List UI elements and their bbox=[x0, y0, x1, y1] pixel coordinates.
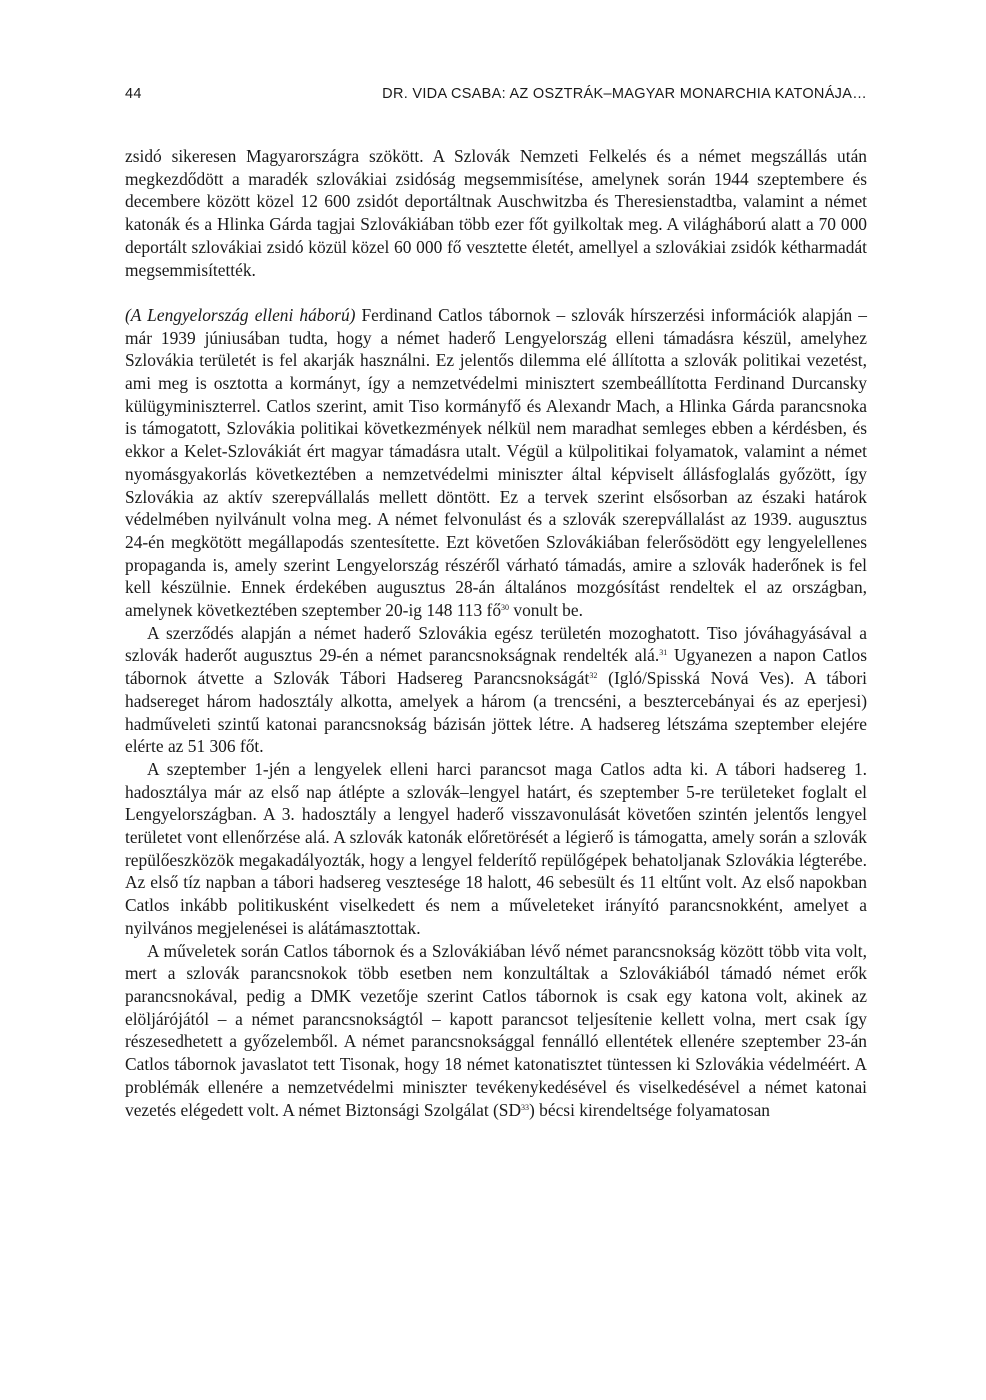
page-header bbox=[125, 86, 867, 108]
footnote-ref: 31 bbox=[659, 648, 668, 658]
page-number: 44 bbox=[125, 86, 142, 102]
paragraph bbox=[125, 758, 867, 940]
paragraph-section-start bbox=[125, 304, 867, 622]
paragraph bbox=[125, 940, 867, 1122]
footnote-ref: 30 bbox=[501, 603, 510, 613]
paragraph bbox=[125, 145, 867, 281]
paragraph-text-after: vonult be. bbox=[509, 600, 583, 621]
body-text bbox=[125, 145, 867, 1121]
running-title: DR. VIDA CSABA: AZ OSZTRÁK–MAGYAR MONARCHIA KATONÁJA… bbox=[382, 86, 867, 102]
paragraph-text: Ferdinand Catlos tábornok – szlovák hírszerzési információk alapján – már 1939 júniusában tudta, hogy a német haderő Lengyelország elleni támadásra készül, amelyhez Szlovákia területét is fel akarják használni. Ez jelentős dilemma elé állította a szlovák politikai vezetést, ami meg is osztotta a kormányt, így a nemzetvédelmi minisztert szembeállította Ferdinand Durcansky külügyminiszterrel. Catlos szerint, amit Tiso kormányfő és Alexandr Mach, a Hlinka Gárda parancsnoka is támogatott, Szlovákia politikai következmények nélkül nem maradhat semleges ebben a kérdésben, és ekkor a Kelet-Szlovákiát ért magyar támadásra utalt. Végül a külpolitikai folyamatok, valamint a német nyomásgyakorlás következtében a nemzetvédelmi miniszter által képviselt állásfoglalás győzött, így Szlovákia az aktív szerepvállalás mellett döntött. Ez a tervek szerint elsősorban az északi határok védelmében nyilvánult volna meg. A német felvonulást és a szlovák szerepvállalást az 1939. augusztus 24-én megkötött megállapodás szentesítette. Ezt követően Szlovákiában felerősödött egy lengyelellenes propaganda is, amely szerint Lengyelország részéről várható támadás, amire a szlovák haderőnek is fel kell készülnie. Ennek érdekében augusztus 28-án általános mozgósítást rendeltek el az országban, amelynek következtében szeptember 20-ig 148 113 fő bbox=[125, 304, 867, 621]
paragraph bbox=[125, 622, 867, 758]
section-label: (A Lengyelország elleni háború) bbox=[125, 304, 356, 325]
paragraph-text-after: ) bécsi kirendeltsége folyamatosan bbox=[529, 1099, 770, 1120]
paragraph-text-after: (Igló/Spisská Nová Ves). A tábori hadsereget három hadosztály alkotta, amelyek a három (a trencséni, a besztercebányai és az eperjesi) hadműveleti szintű katonai parancsnokság bázisán jöttek létre. A hadsereg létszáma szeptember elejére elérte az 51 306 főt. bbox=[125, 668, 867, 757]
paragraph-text-mid: Ugyanezen a napon Catlos tábornok átvette a Szlovák Tábori Hadsereg Parancsnokságát bbox=[125, 645, 867, 689]
paragraph-text: A műveletek során Catlos tábornok és a Szlovákiában lévő német parancsnokság között több vita volt, mert a szlovák parancsnokok több esetben nem konzultáltak a Szlovákiából támadó német erők parancsnokával, pedig a DMK vezetője szerint Catlos tábornok is csak egy katona volt, akinek az elöljárójától – a német parancsnokságtól – kapott parancsot teljesítenie kellett volna, mert csak így részesedhetett a győzelemből. A német parancsnoksággal fennálló ellentétek ellenére szeptember 23-án Catlos tábornok javaslatot tett Tisonak, hogy 18 német katonatisztet tüntessen ki Szlovákia védelméért. A problémák ellenére a nemzetvédelmi miniszter tevékenykedésével és viselkedésével a német katonai vezetés elégedett volt. A német Biztonsági Szolgálat (SD bbox=[125, 940, 867, 1120]
paragraph-text: zsidó sikeresen Magyarországra szökött. A Szlovák Nemzeti Felkelés és a német megszállás után megkezdődött a maradék szlovákiai zsidóság megsemmisítése, amelynek során 1944 szeptembere és decembere között közel 12 600 zsidót deportáltnak Auschwitzba és Theresienstadtba, valamint a német katonák és a Hlinka Gárda tagjai Szlovákiában több ezer főt gyilkoltak meg. A világháború alatt a 70 000 deportált szlovákiai zsidó közül közel 60 000 fő vesztette életét, amellyel a szlovákiai zsidók kétharmadát megsemmisítették. bbox=[125, 146, 867, 280]
paragraph-text: A szeptember 1-jén a lengyelek elleni harci parancsot maga Catlos adta ki. A tábori hadsereg 1. hadosztálya már az első nap átlépte a szlovák–lengyel határt, és szeptember 5-re területeket foglalt el Lengyelországban. A 3. hadosztály a lengyel haderő visszavonulását követően szintén jelentős lengyel területet vont ellenőrzése alá. A szlovák katonák előretörését a légierő is támogatta, amely során a szlovák repülőeszközök megakadályozták, hogy a lengyel felderítő repülőgépek behatoljanak Szlovákia légterébe. Az első tíz napban a tábori hadsereg vesztesége 18 halott, 46 sebesült és 11 eltűnt volt. Az első napokban Catlos inkább politikusként viselkedett és nem a műveleteket irányító parancsnokként, amelyet a nyilvános megjelenései is alátámasztottak. bbox=[125, 758, 867, 938]
footnote-ref: 32 bbox=[589, 671, 598, 681]
paragraph-text: A szerződés alapján a német haderő Szlovákia egész területén mozoghatott. Tiso jóváhagyásával a szlovák haderőt augusztus 29-én a német parancsnokságnak rendelték alá. bbox=[125, 622, 867, 666]
footnote-ref: 33 bbox=[521, 1102, 530, 1112]
